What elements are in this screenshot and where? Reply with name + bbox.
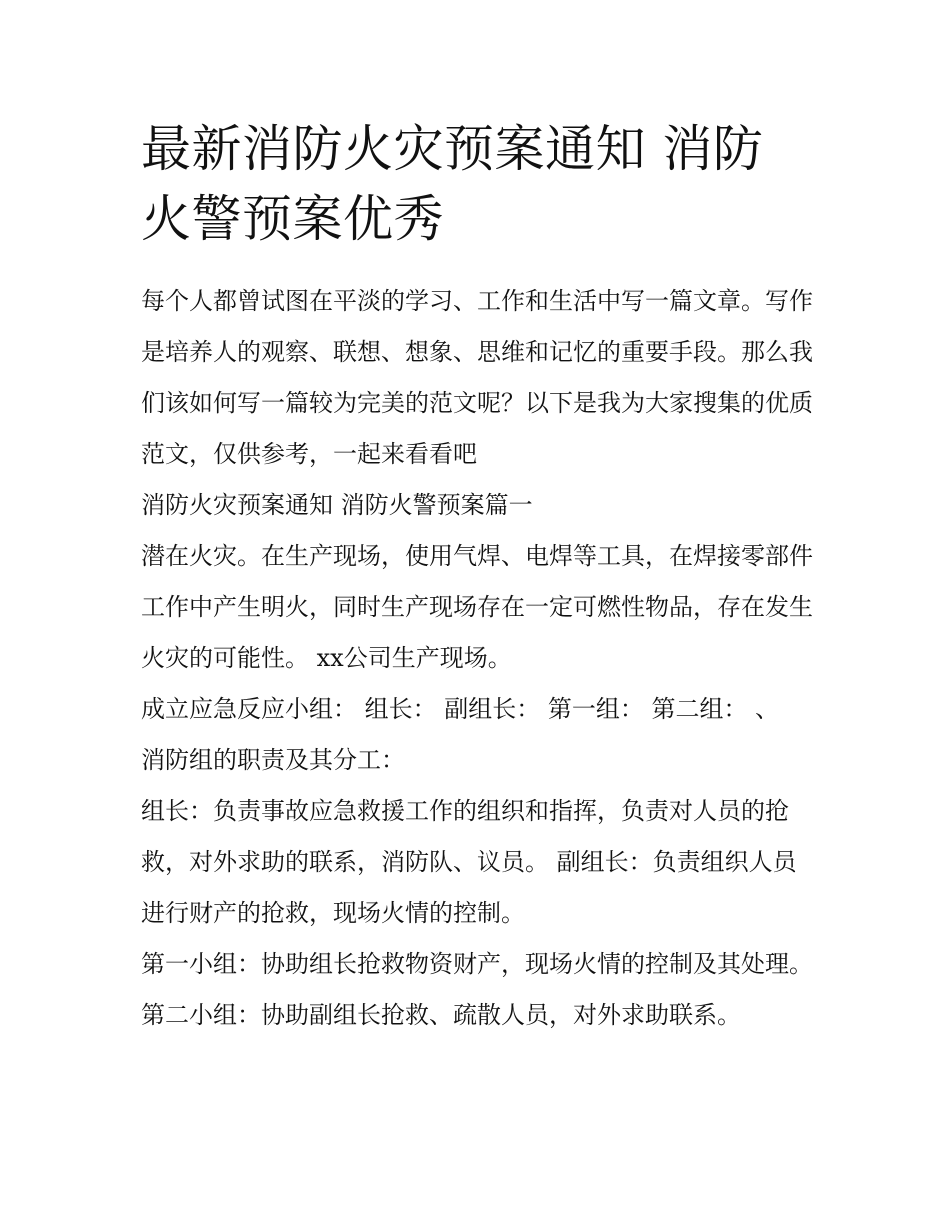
team-paragraph: 成立应急反应小组： 组长： 副组长： 第一组： 第二组： 、 <box>141 695 780 723</box>
group-duties-paragraph: 第一小组：协助组长抢救物资财产，现场火情的控制及其处理。 第二小组：协助副组长抢救、疏散人员，对外求助联系。 <box>141 950 813 1029</box>
document-title: 最新消防火灾预案通知 消防火警预案优秀 <box>141 120 764 248</box>
section-heading: 消防火灾预案通知 消防火警预案篇一 <box>141 491 533 519</box>
document-body <box>141 114 813 1041</box>
duties-heading: 消防组的职责及其分工： <box>141 746 405 774</box>
leader-duties-paragraph: 组长：负责事故应急救援工作的组织和指挥，负责对人员的抢救，对外求助的联系，消防队、议员。 副组长：负责组织人员进行财产的抢救，现场火情的控制。 <box>141 797 797 927</box>
intro-paragraph: 每个人都曾试图在平淡的学习、工作和生活中写一篇文章。写作是培养人的观察、联想、想象、思维和记忆的重要手段。那么我们该如何写一篇较为完美的范文呢？以下是我为大家搜集的优质范文，仅供参考，一起来看看吧 <box>141 287 813 468</box>
hazard-paragraph: 潜在火灾。在生产现场，使用气焊、电焊等工具，在焊接零部件工作中产生明火，同时生产现场存在一定可燃性物品，存在发生火灾的可能性。 xx公司生产现场。 <box>141 542 813 672</box>
